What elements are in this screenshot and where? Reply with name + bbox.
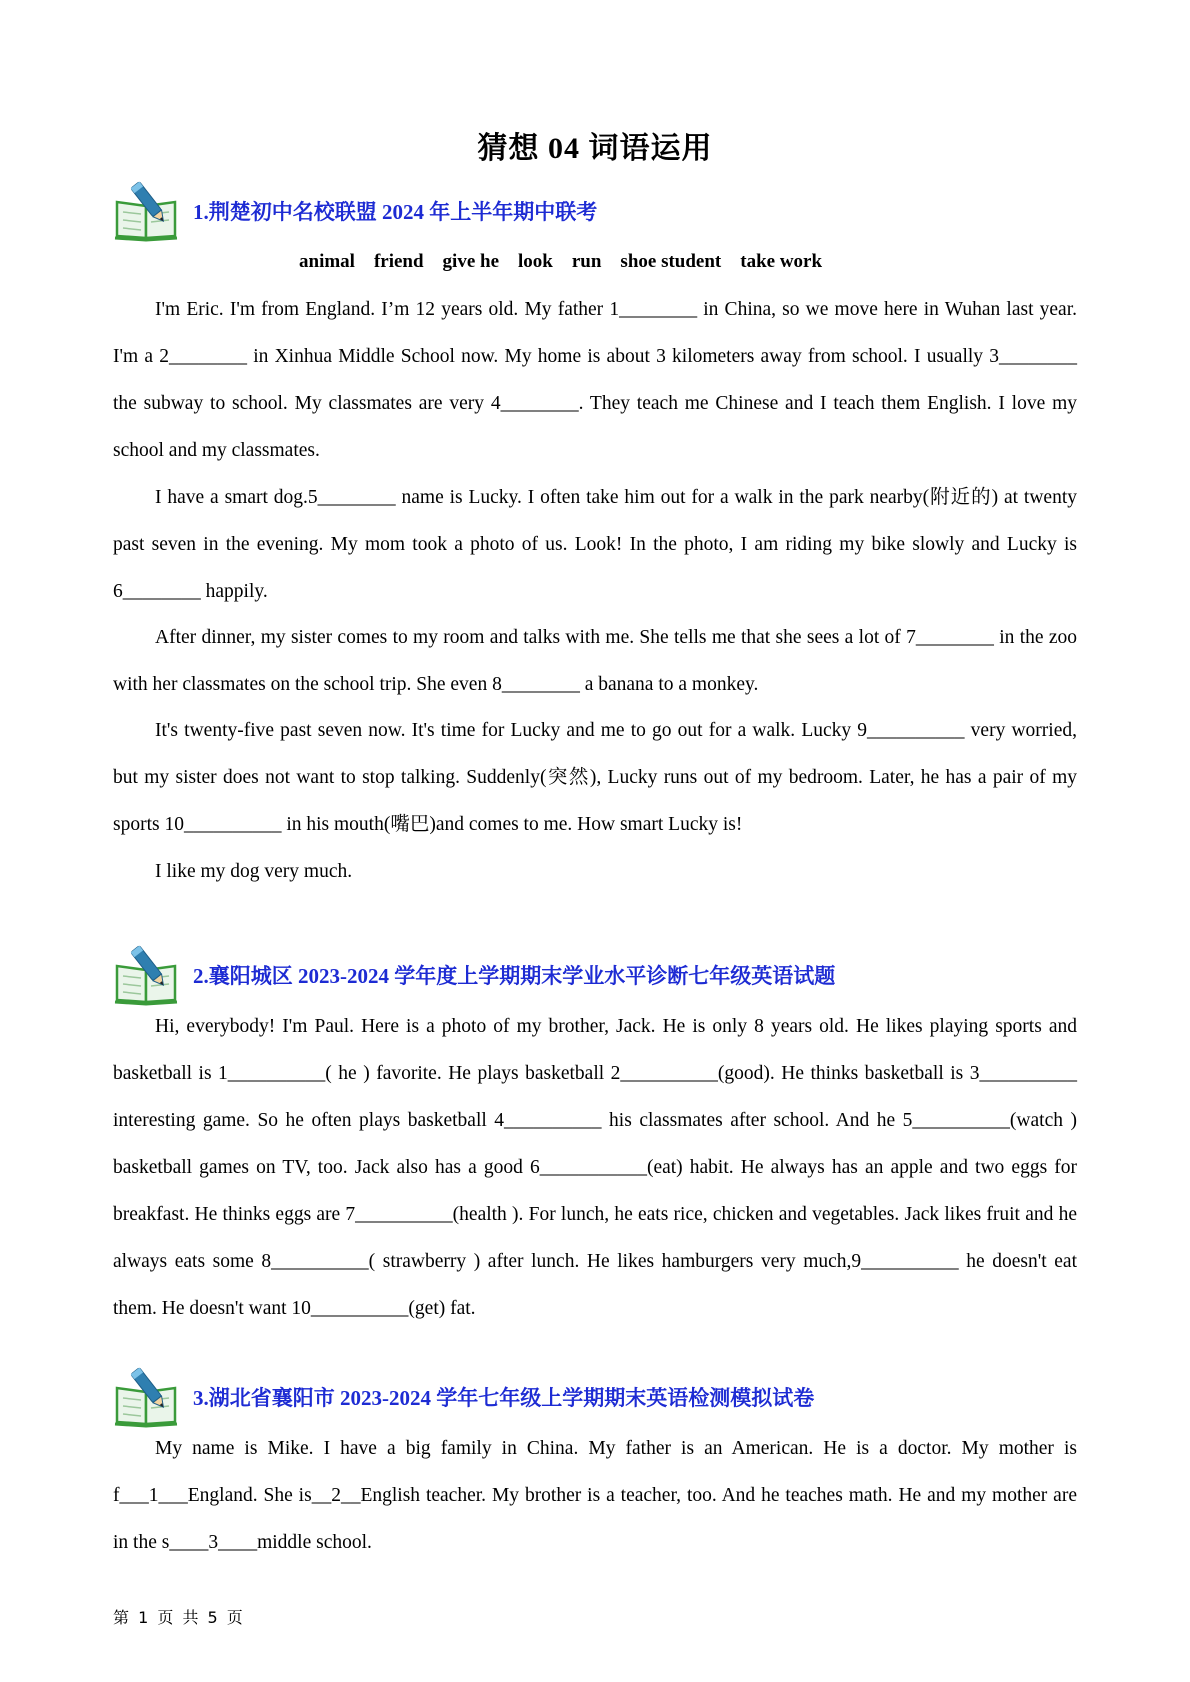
page-title: 猜想 04 词语运用 <box>477 132 713 165</box>
section-2-title: 2.襄阳城区 2023-2024 学年度上学期期末学业水平诊断七年级英语试题 <box>193 964 836 988</box>
section-3-title: 3.湖北省襄阳市 2023-2024 学年七年级上学期期末英语检测模拟试卷 <box>193 1386 815 1410</box>
book-pencil-icon <box>113 1366 179 1430</box>
page-footer: 第 1 页 共 5 页 <box>113 1608 245 1627</box>
section-1-paragraph-1: I'm Eric. I'm from England. I’m 12 years old. My father 1________ in China, so we move here in Wuhan last year. I'm a 2________ in Xinhua Middle School now. My home is about 3 kilometers away from school. I usually 3________ the subway to school. My classmates are very 4________. They teach me Chinese and I teach them English. I love my school and my classmates. <box>113 299 1077 461</box>
section-1-paragraph-5: I like my dog very much. <box>155 861 353 882</box>
section-3-header <box>113 1366 1093 1430</box>
section-1-header <box>113 180 1093 244</box>
section-1-paragraph-3: After dinner, my sister comes to my room and talks with me. She tells me that she sees a lot of 7________ in the zoo with her classmates on the school trip. She even 8________ a banana to a monkey. <box>113 627 1077 695</box>
word-bank: animal friend give he look run shoe student take work <box>299 251 823 272</box>
section-2-header <box>113 944 1093 1008</box>
book-pencil-icon <box>113 180 179 244</box>
section-1-title: 1.荆楚初中名校联盟 2024 年上半年期中联考 <box>193 200 598 224</box>
section-3-paragraph-1: My name is Mike. I have a big family in China. My father is an American. He is a doctor. My mother is f___1___England. She is__2__English teacher. My brother is a teacher, too. And he teaches math. He and my mother are in the s____3____middle school. <box>113 1438 1077 1553</box>
section-2-paragraph-1: Hi, everybody! I'm Paul. Here is a photo of my brother, Jack. He is only 8 years old. He likes playing sports and basketball is 1__________( he ) favorite. He plays basketball 2__________(good). He thinks basketball is 3__________ interesting game. So he often plays basketball 4__________ his classmates after school. And he 5__________(watch ) basketball games on TV, too. Jack also has a good 6___________(eat) habit. He always has an apple and two eggs for breakfast. He thinks eggs are 7__________(health ). For lunch, he eats rice, chicken and vegetables. Jack likes fruit and he always eats some 8__________( strawberry ) after lunch. He likes hamburgers very much,9__________ he doesn't eat them. He doesn't want 10__________(get) fat. <box>113 1016 1077 1319</box>
book-pencil-icon <box>113 944 179 1008</box>
section-1-paragraph-4: It's twenty-five past seven now. It's time for Lucky and me to go out for a walk. Lucky 9__________ very worried, but my sister does not want to stop talking. Suddenly(突然), Lucky runs out of my bedroom. Later, he has a pair of my sports 10__________ in his mouth(嘴巴)and comes to me. How smart Lucky is! <box>113 720 1077 835</box>
section-1-paragraph-2: I have a smart dog.5________ name is Lucky. I often take him out for a walk in the park nearby(附近的) at twenty past seven in the evening. My mom took a photo of us. Look! In the photo, I am riding my bike slowly and Lucky is 6________ happily. <box>113 487 1077 602</box>
